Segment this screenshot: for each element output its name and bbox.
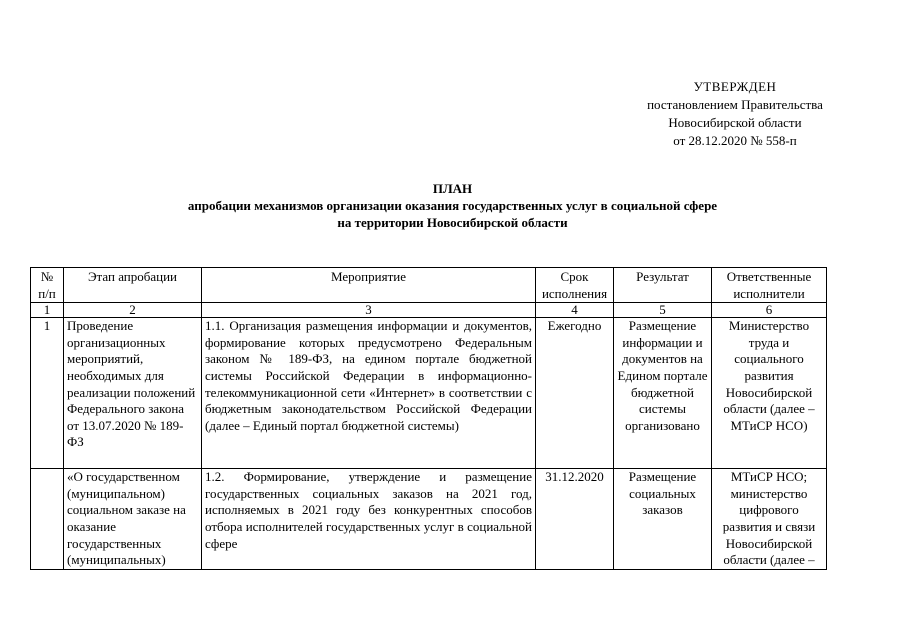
header-stage: Этап апробации (64, 268, 202, 303)
column-number: 4 (536, 303, 614, 318)
header-result: Результат (614, 268, 712, 303)
column-number: 2 (64, 303, 202, 318)
column-number: 5 (614, 303, 712, 318)
row-action: 1.2. Формирование, утверждение и размещение государственных социальных заказов на 2021 год, исполняемых в 2021 году без конкурентных способов отбора исполнителей государственных услуг в социальной сфере (202, 469, 536, 570)
row-stage: «О государственном (муниципальном) социальном заказе на оказание государственных (муниципальных) (64, 469, 202, 570)
plan-table (30, 267, 827, 570)
column-number: 3 (202, 303, 536, 318)
column-number: 6 (712, 303, 827, 318)
row-result: Размещение информации и документов на Едином портале бюджетной системы организовано (614, 318, 712, 469)
approval-stamp (600, 78, 870, 150)
table-header-row (31, 268, 827, 303)
approval-line-2: Новосибирской области (668, 115, 802, 130)
row-responsible: Министерство труда и социального развития Новосибирской области (далее – МТиСР НСО) (712, 318, 827, 469)
document-heading (0, 180, 905, 231)
row-deadline: 31.12.2020 (536, 469, 614, 570)
document-subtitle-2: на территории Новосибирской области (337, 215, 568, 230)
table-row (31, 318, 827, 469)
column-number: 1 (31, 303, 64, 318)
document-subtitle-1: апробации механизмов организации оказания государственных услуг в социальной сфере (187, 198, 718, 213)
table-row (31, 469, 827, 570)
header-num: № п/п (31, 268, 64, 303)
row-deadline: Ежегодно (536, 318, 614, 469)
row-number: 1 (31, 318, 64, 469)
column-number-row (31, 303, 827, 318)
header-deadline: Срок исполнения (536, 268, 614, 303)
row-responsible: МТиСР НСО; министерство цифрового развития и связи Новосибирской области (далее – (712, 469, 827, 570)
approval-title: УТВЕРЖДЕН (693, 79, 777, 94)
row-number (31, 469, 64, 570)
document-title: ПЛАН (432, 181, 473, 196)
row-result: Размещение социальных заказов (614, 469, 712, 570)
approval-line-3: от 28.12.2020 № 558-п (673, 133, 797, 148)
header-action: Мероприятие (202, 268, 536, 303)
header-responsible: Ответственные исполнители (712, 268, 827, 303)
row-stage: Проведение организационных мероприятий, необходимых для реализации положений Федерального закона от 13.07.2020 № 189-ФЗ (64, 318, 202, 469)
approval-line-1: постановлением Правительства (647, 97, 823, 112)
row-action: 1.1. Организация размещения информации и документов, формирование которых предусмотрено Федеральным законом № 189-ФЗ, на едином портале бюджетной системы Российской Федерации в информационно-телекоммуникационной сети «Интернет» в соответствии с бюджетным законодательством Российской Федерации (далее – Единый портал бюджетной системы) (202, 318, 536, 469)
